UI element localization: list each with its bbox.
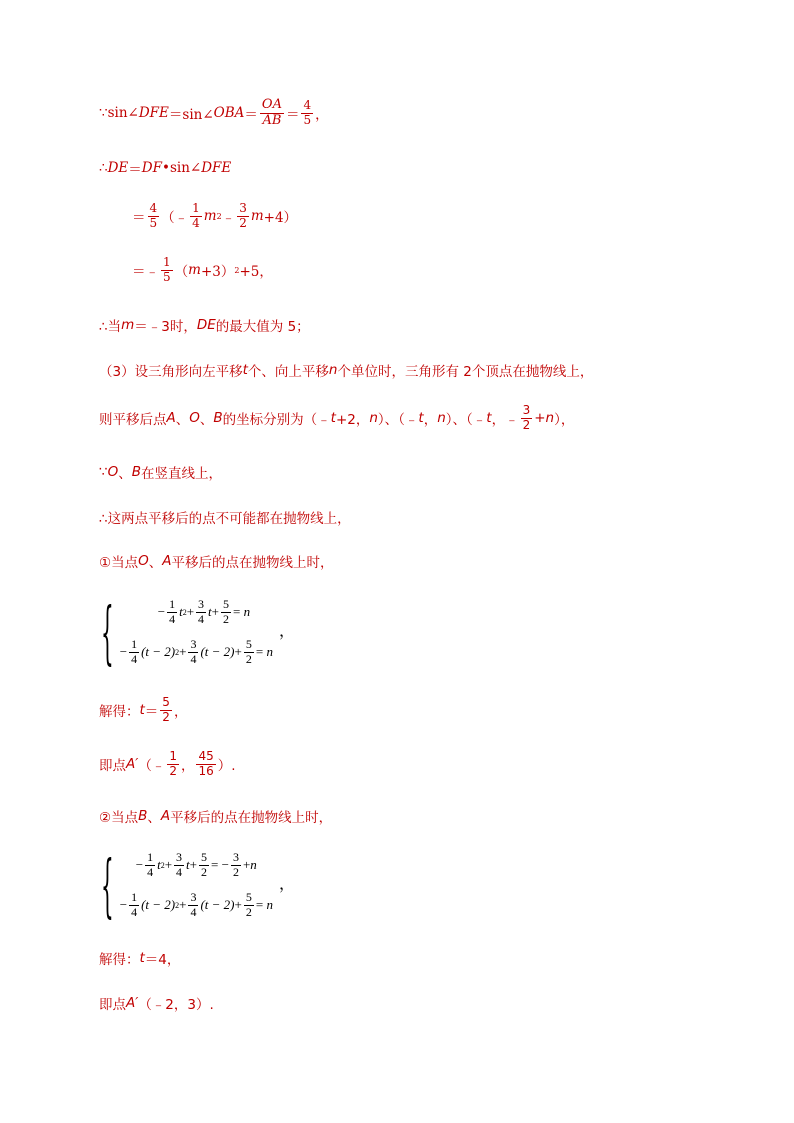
numerator: 1 xyxy=(131,636,138,651)
numerator: OA xyxy=(261,97,282,112)
text: + xyxy=(179,897,187,912)
text: 、 xyxy=(118,466,132,482)
text: ＝ xyxy=(128,162,142,178)
line-vertical-line xyxy=(99,462,222,482)
text: − xyxy=(157,604,166,619)
line-case2 xyxy=(99,806,332,826)
var: n xyxy=(545,410,555,427)
var: t xyxy=(179,604,183,619)
text: 平移后的点在抛物线上时， xyxy=(170,810,333,826)
var: n xyxy=(369,410,378,427)
var: O xyxy=(189,410,200,427)
system-rows xyxy=(120,845,273,925)
numerator: 4 xyxy=(149,201,158,215)
var: B xyxy=(138,808,148,824)
fraction xyxy=(129,891,139,920)
text: ＝ xyxy=(244,107,258,124)
exponent: 2 xyxy=(182,607,187,617)
denominator: 4 xyxy=(190,651,197,666)
var: m xyxy=(188,262,201,279)
var: DFE xyxy=(201,160,232,176)
exponent: 2 xyxy=(234,265,240,275)
text: ， xyxy=(278,620,295,640)
text: + xyxy=(534,410,546,427)
var: OBA xyxy=(213,105,245,122)
var: A′ xyxy=(126,995,139,1011)
fraction xyxy=(174,851,184,880)
var: n xyxy=(250,857,257,872)
denominator: 2 xyxy=(245,904,252,919)
text: 解得： xyxy=(99,952,140,968)
numerator: 1 xyxy=(169,749,177,763)
fraction xyxy=(160,696,172,725)
text: + xyxy=(179,644,187,659)
numerator: 5 xyxy=(245,889,252,904)
var: t xyxy=(186,857,190,872)
text: ﹣ xyxy=(221,210,236,227)
text: − xyxy=(119,644,128,659)
var: t xyxy=(208,604,212,619)
numerator: 5 xyxy=(223,596,230,611)
exponent: 2 xyxy=(160,860,165,870)
denominator: 4 xyxy=(198,611,205,626)
text: ＝4， xyxy=(144,952,181,968)
fraction xyxy=(199,851,209,880)
numerator: 3 xyxy=(176,849,183,864)
var: t xyxy=(139,950,145,966)
equation-row xyxy=(120,845,273,885)
text: ， xyxy=(423,412,438,429)
text: +2， xyxy=(335,412,370,429)
var: t xyxy=(157,857,161,872)
var: DE xyxy=(107,160,129,176)
text: 、 xyxy=(148,555,163,571)
denominator: 2 xyxy=(239,215,247,230)
fraction xyxy=(188,638,198,667)
text: + xyxy=(234,644,242,659)
text: ＝ xyxy=(285,107,300,124)
line-part3-setup xyxy=(99,360,593,380)
text: ∴当 xyxy=(99,319,122,335)
text: （﹣ xyxy=(161,210,189,227)
var: O xyxy=(138,553,149,569)
line-de-formula xyxy=(99,158,231,178)
text: ②当点 xyxy=(99,810,139,826)
var: (t − 2) xyxy=(141,897,176,912)
text: ＝sin∠ xyxy=(168,107,214,124)
fraction xyxy=(167,750,179,779)
denominator: 5 xyxy=(303,112,312,127)
text: （﹣2，3）. xyxy=(138,997,214,1013)
var: n xyxy=(437,410,446,427)
fraction xyxy=(231,851,241,880)
text: ＝ xyxy=(144,704,159,721)
var: n xyxy=(328,362,338,378)
line-solve-2 xyxy=(99,948,180,968)
text: + xyxy=(189,857,198,872)
numerator: 1 xyxy=(192,201,200,215)
text: 解得： xyxy=(99,704,140,721)
line-de-expansion xyxy=(132,202,297,231)
text: ，﹣ xyxy=(491,412,519,429)
numerator: 5 xyxy=(245,636,252,651)
equation-row xyxy=(120,632,273,672)
denominator: 4 xyxy=(192,215,200,230)
var: t xyxy=(330,410,336,427)
text: ∵sin∠ xyxy=(99,105,139,122)
var: n xyxy=(266,644,273,659)
var: t xyxy=(139,702,145,719)
equation-system-1 xyxy=(99,592,295,672)
fraction xyxy=(148,202,160,231)
text: + xyxy=(211,604,220,619)
line-point-2 xyxy=(99,993,214,1013)
denominator: 2 xyxy=(223,611,230,626)
numerator: 5 xyxy=(162,695,170,709)
denominator: 2 xyxy=(245,651,252,666)
denominator: 4 xyxy=(147,864,154,879)
var: n xyxy=(243,604,251,619)
equation-system-2 xyxy=(99,845,295,925)
numerator: 1 xyxy=(169,596,176,611)
fraction xyxy=(190,202,202,231)
text: = xyxy=(233,604,241,619)
var: DF xyxy=(141,160,162,176)
text: ∴ xyxy=(99,160,108,176)
denominator: 2 xyxy=(232,864,239,879)
denominator: 4 xyxy=(190,904,197,919)
var: (t − 2) xyxy=(200,644,235,659)
text: 平移后的点在抛物线上时， xyxy=(171,555,334,571)
system-rows xyxy=(120,592,273,672)
text: ， xyxy=(278,873,295,893)
fraction xyxy=(188,891,198,920)
denominator: 5 xyxy=(163,269,171,284)
var: DE xyxy=(196,317,216,333)
exponent: 2 xyxy=(175,647,180,657)
brace: { xyxy=(101,844,114,926)
exponent: 2 xyxy=(175,900,180,910)
text: 的最大值为 5； xyxy=(215,319,310,335)
text: ＝ xyxy=(132,210,146,227)
var: m xyxy=(121,317,135,333)
text: 、 xyxy=(147,810,161,826)
text: ∴这两点平移后的点不可能都在抛物线上， xyxy=(99,511,351,527)
text: ， xyxy=(180,758,195,775)
text: +5， xyxy=(239,264,273,281)
numerator: 3 xyxy=(198,596,205,611)
text: ∵ xyxy=(99,464,108,480)
var: A′ xyxy=(126,756,139,773)
fraction xyxy=(521,404,533,433)
fraction xyxy=(129,638,139,667)
denominator: 2 xyxy=(162,709,170,724)
line-case1 xyxy=(99,551,334,571)
fraction xyxy=(244,891,254,920)
text: ， xyxy=(315,107,329,124)
numerator: 1 xyxy=(163,255,171,269)
denominator: 2 xyxy=(201,864,208,879)
var: (t − 2) xyxy=(141,644,176,659)
var: A xyxy=(162,553,172,569)
numerator: 4 xyxy=(303,98,312,113)
text: 、 xyxy=(199,412,214,429)
var: n xyxy=(266,897,273,912)
var: B xyxy=(213,410,223,427)
text: 则平移后点 xyxy=(99,412,167,429)
text: ）. xyxy=(217,758,236,775)
fraction xyxy=(161,256,173,285)
line-not-both xyxy=(99,507,351,527)
text: − xyxy=(119,897,128,912)
var: A xyxy=(160,808,171,824)
text: − xyxy=(135,857,144,872)
numerator: 3 xyxy=(190,889,197,904)
text: = − xyxy=(211,857,229,872)
line-solve-1 xyxy=(99,696,187,725)
line-coordinates xyxy=(99,404,574,433)
fraction xyxy=(196,598,206,627)
line-de-vertex-form xyxy=(132,256,273,285)
var: m xyxy=(250,208,264,225)
numerator: 1 xyxy=(147,849,154,864)
numerator: 3 xyxy=(232,849,239,864)
text: 个单位时，三角形有 2个顶点在抛物线上， xyxy=(337,364,594,380)
numerator: 5 xyxy=(201,849,208,864)
denominator: 16 xyxy=(198,763,214,778)
denominator: 4 xyxy=(176,864,183,879)
var: DFE xyxy=(138,105,169,122)
text: +4） xyxy=(263,210,298,227)
text: ）， xyxy=(554,412,575,429)
text: ）、（﹣ xyxy=(377,412,419,429)
fraction xyxy=(301,99,313,128)
text: 即点 xyxy=(99,997,126,1013)
text: ＝﹣ xyxy=(132,264,159,281)
text: 、 xyxy=(175,412,190,429)
line-sin-ratio xyxy=(99,98,329,129)
text: ， xyxy=(173,704,188,721)
text: = xyxy=(255,644,264,659)
equation-row xyxy=(120,885,273,925)
fraction xyxy=(167,598,177,627)
fraction xyxy=(260,98,284,129)
brace: { xyxy=(101,591,114,673)
text: （﹣ xyxy=(138,758,166,775)
var: O xyxy=(107,464,119,480)
text: + xyxy=(164,857,173,872)
denominator: 4 xyxy=(131,904,138,919)
fraction xyxy=(196,750,215,779)
denominator: 2 xyxy=(169,763,177,778)
denominator: 4 xyxy=(169,611,176,626)
numerator: 3 xyxy=(522,403,531,417)
text: +3） xyxy=(200,264,235,281)
text: •sin∠ xyxy=(161,160,202,176)
fraction xyxy=(221,598,231,627)
text: ）、（﹣ xyxy=(445,412,487,429)
numerator: 3 xyxy=(239,201,247,215)
var: t xyxy=(418,410,424,427)
text: （3）设三角形向左平移 xyxy=(99,364,243,380)
var: t xyxy=(242,362,248,378)
text: + xyxy=(242,857,251,872)
line-max-value xyxy=(99,315,310,335)
denominator: 4 xyxy=(131,651,138,666)
var: t xyxy=(486,410,492,427)
var: (t − 2) xyxy=(200,897,235,912)
numerator: 3 xyxy=(190,636,197,651)
line-point-1 xyxy=(99,750,236,779)
text: 即点 xyxy=(99,758,126,775)
numerator: 45 xyxy=(198,749,214,763)
equation-row xyxy=(120,592,273,632)
text: （ xyxy=(174,264,189,281)
var: m xyxy=(203,208,217,225)
numerator: 1 xyxy=(131,889,138,904)
text: = xyxy=(255,897,264,912)
denominator: 5 xyxy=(149,215,158,230)
var: B xyxy=(131,464,141,480)
var: A xyxy=(166,410,176,427)
text: 的坐标分别为（﹣ xyxy=(222,412,331,429)
text: + xyxy=(234,897,242,912)
fraction xyxy=(244,638,254,667)
fraction xyxy=(237,202,249,231)
text: + xyxy=(186,604,195,619)
fraction xyxy=(145,851,155,880)
denominator: 2 xyxy=(522,417,531,432)
exponent: 2 xyxy=(216,211,222,221)
denominator: AB xyxy=(262,112,282,128)
text: 在竖直线上， xyxy=(141,466,222,482)
text: 个、向上平移 xyxy=(247,364,329,380)
text: ＝﹣3时， xyxy=(134,319,197,335)
text: ①当点 xyxy=(99,555,139,571)
